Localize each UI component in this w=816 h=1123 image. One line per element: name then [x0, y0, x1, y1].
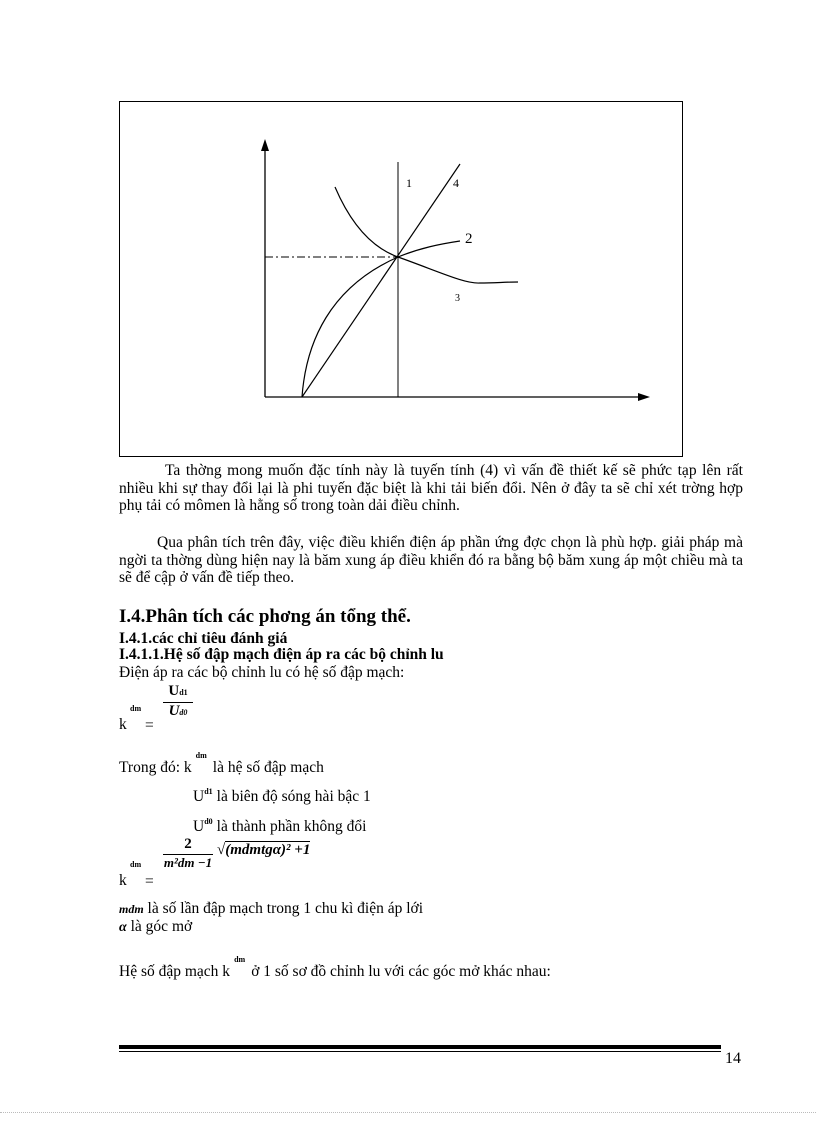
- curve-label-4: 4: [453, 176, 459, 190]
- paragraph-2: Qua phân tích trên đây, việc điều khiển điện áp phần ứng đợc chọn là phù hợp. giải pháp mà ngời ta thờng dùng hiện nay là băm xung áp điều khiển đó ra bằng bộ băm xung áp một chiều mà ta sẽ để cập ở vấn đề tiếp theo.: [119, 534, 743, 586]
- y-axis-arrow: [261, 139, 269, 151]
- section-heading: I.4.Phân tích các phơng án tổng thể.: [119, 606, 411, 627]
- footer-rule-thin: [119, 1051, 721, 1052]
- ud1-line: $U^{d1}$ là biên độ sóng hài bậc 1: [193, 787, 371, 805]
- figure-frame: [119, 101, 683, 457]
- last-line: Hệ số đập mạch $k^{dm}ở$ 1 số sơ đồ chỉnh lu với các góc mở khác nhau:: [119, 955, 551, 980]
- formula-kdm-general: k dm = 2 m²dm −1 √(mdmtgα)² +1: [119, 836, 311, 890]
- mdm-line: mdm là số lần đập mạch trong 1 chu kì điện áp lới: [119, 900, 424, 917]
- curve-3: [398, 257, 518, 283]
- subsubsection-heading: I.4.1.1.Hệ số đập mạch điện áp ra các bộ chỉnh lu: [119, 646, 444, 663]
- where-line: Trong đó: $k^{dm}là$ hệ số đập mạch: [119, 751, 324, 776]
- intro-line: Điện áp ra các bộ chỉnh lu có hệ số đập mạch:: [119, 664, 405, 681]
- sqrt-expression: √(mdmtgα)² +1: [217, 842, 311, 858]
- alpha-line: α là góc mở: [119, 918, 193, 935]
- curve-label-2: 2: [465, 231, 473, 247]
- figure-graph: [120, 102, 684, 458]
- curve-label-3: 3: [455, 293, 460, 304]
- curve-4-linear: [302, 164, 460, 397]
- k-symbol: k: [119, 716, 127, 733]
- page-number: 14: [725, 1050, 741, 1067]
- curve-1: [335, 187, 398, 257]
- fraction-1: Ud1 Ud0: [163, 683, 193, 720]
- ud0-line: $U^{d0}$ là thành phần không đổi: [193, 817, 367, 835]
- curve-label-1: 1: [406, 176, 412, 190]
- fraction-2: 2 m²dm −1: [163, 836, 213, 870]
- footer-rule-thick: [119, 1045, 721, 1049]
- paragraph-1: Ta thờng mong muốn đặc tính này là tuyến tính (4) vì vấn đề thiết kế sẽ phức tạp lên rất nhiều khi sự thay đổi lại là phi tuyến đặc biệt là khi tải biến đổi. Nên ở đây ta sẽ chỉ xét trờng hợp phụ tải có mômen là hằng số trong toàn dải điều chỉnh.: [119, 462, 743, 514]
- subsection-heading: I.4.1.các chỉ tiêu đánh giá: [119, 630, 288, 647]
- k-subscript: dm: [130, 704, 142, 713]
- x-axis-arrow: [638, 393, 650, 401]
- formula-kdm-ratio: [119, 683, 259, 739]
- curve-2: [302, 241, 460, 397]
- page-edge: [0, 1112, 816, 1113]
- equals-sign: =: [145, 717, 154, 734]
